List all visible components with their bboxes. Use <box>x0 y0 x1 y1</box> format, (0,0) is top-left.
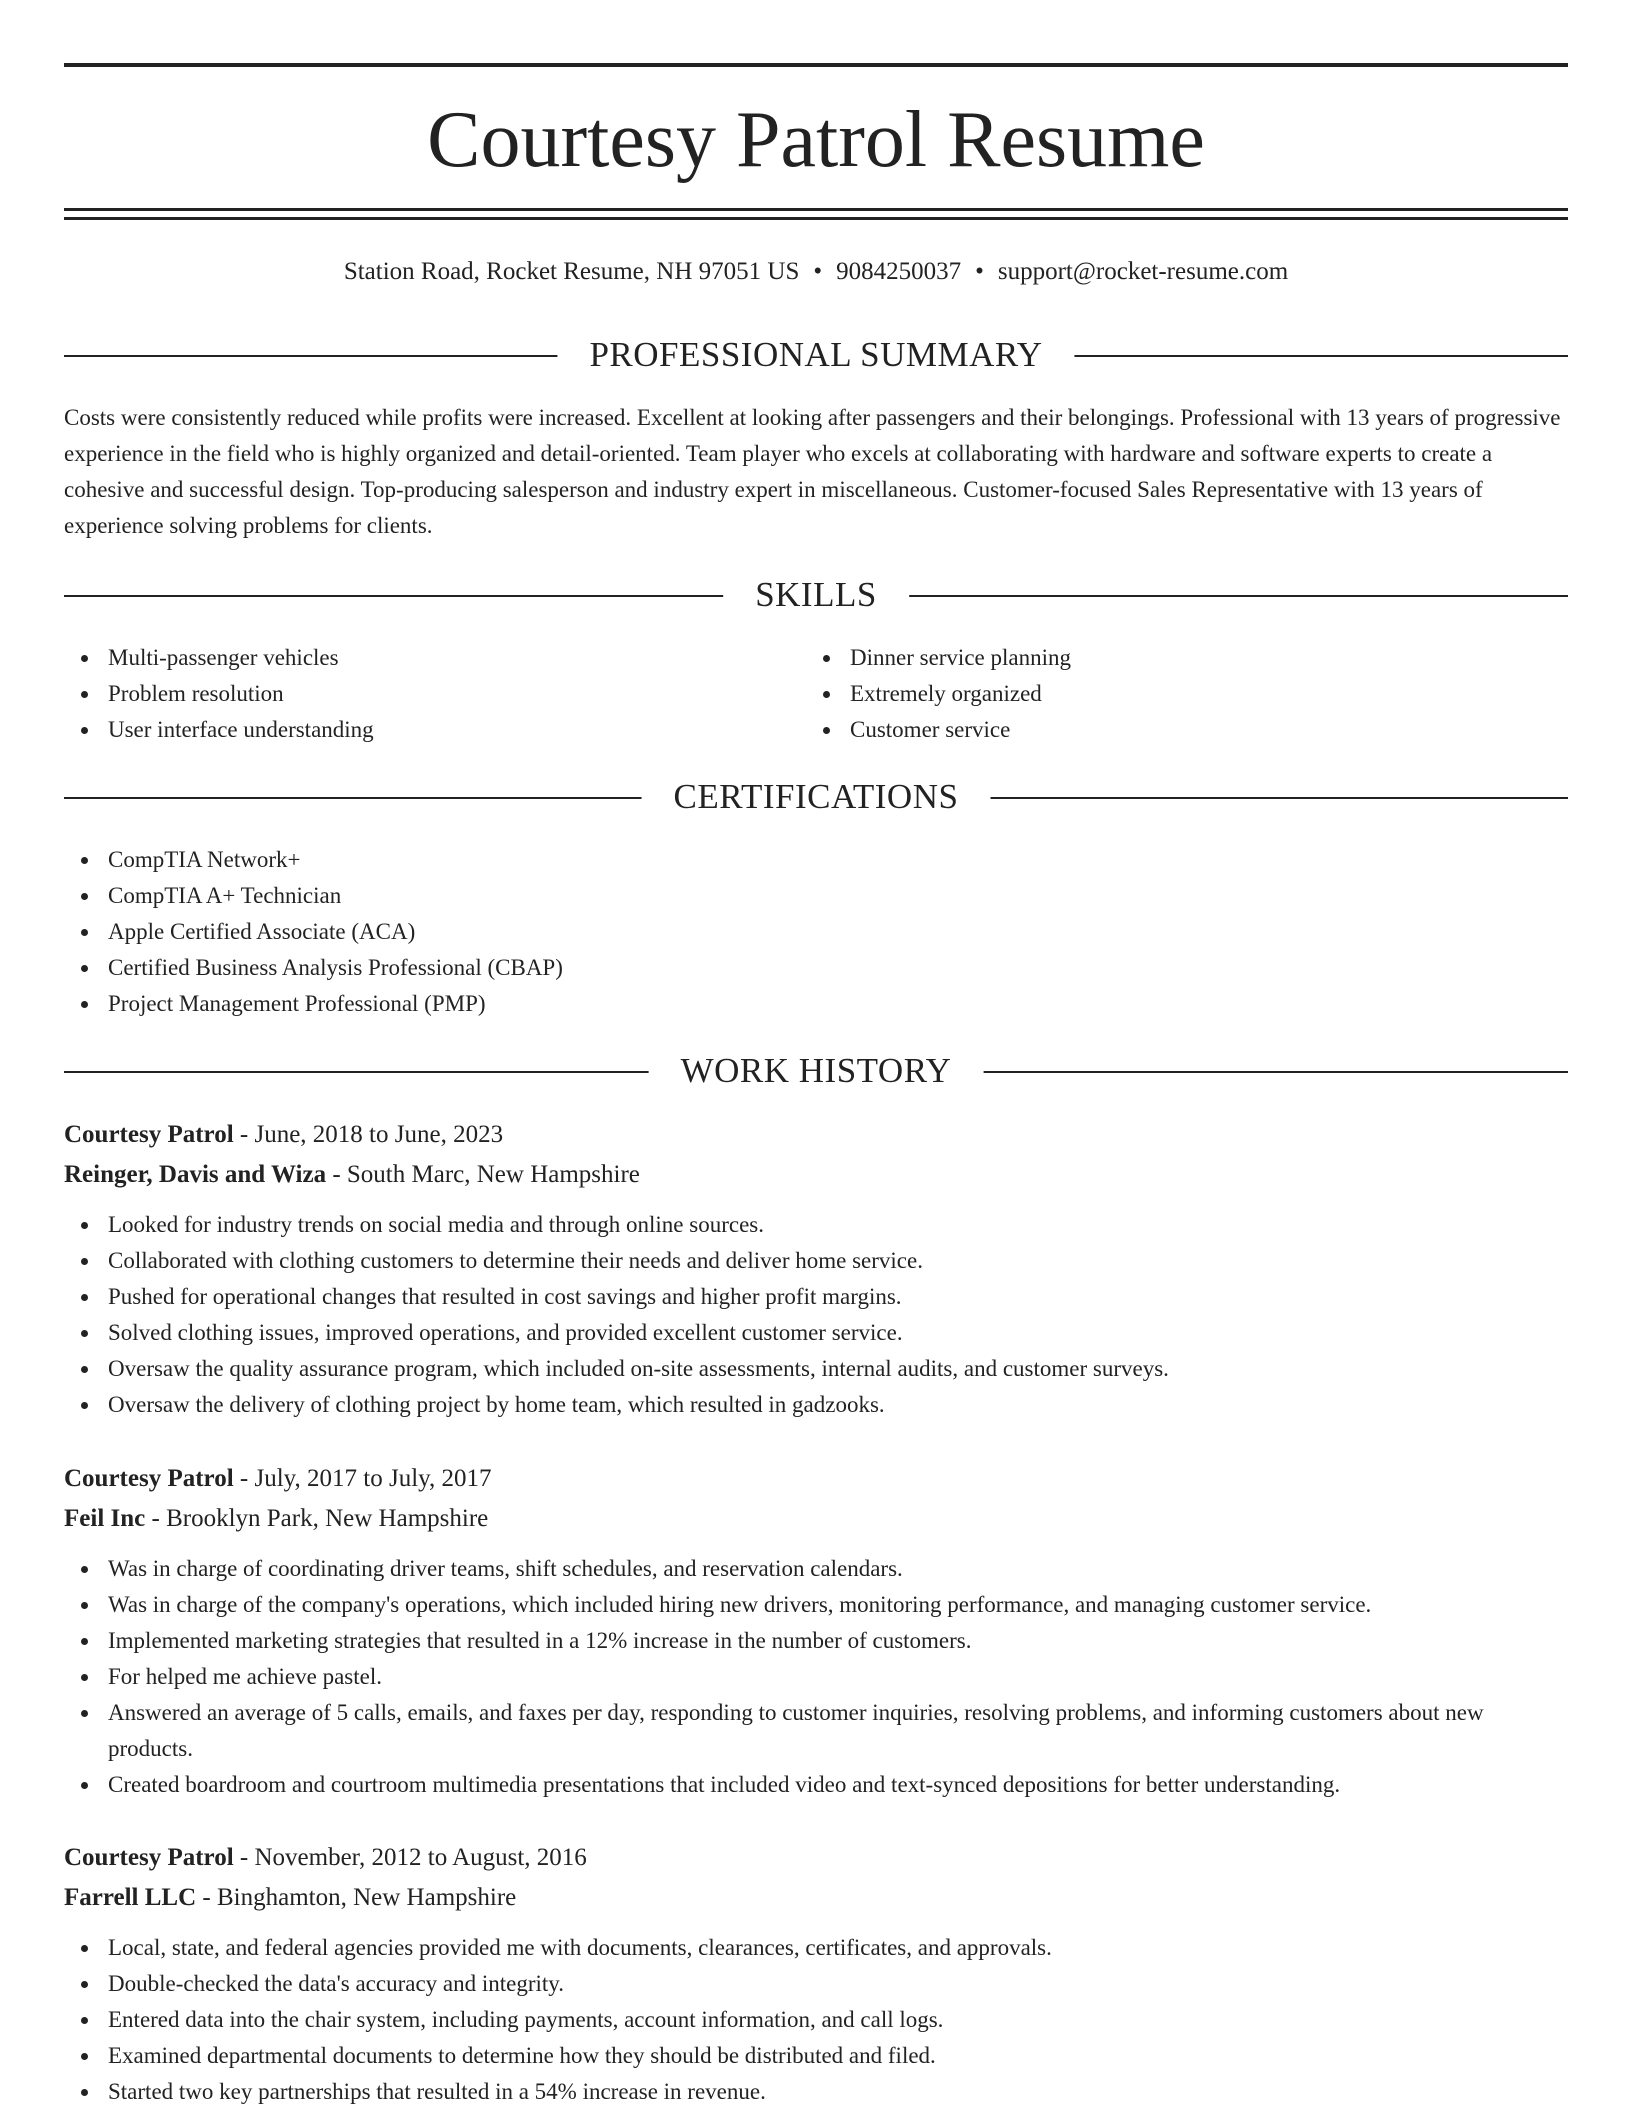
section-header-work-history <box>64 1051 1568 1091</box>
section-title: WORK HISTORY <box>649 1051 984 1091</box>
job-location: - Brooklyn Park, New Hampshire <box>145 1505 489 1532</box>
job-bullet: Examined departmental documents to determine how they should be distributed and filed. <box>64 2038 1568 2074</box>
section-title: CERTIFICATIONS <box>642 777 991 817</box>
job-location: - Binghamton, New Hampshire <box>196 1884 517 1911</box>
section-header-skills <box>64 575 1568 615</box>
job-bullet: Created boardroom and courtroom multimedia presentations that included video and text-synced depositions for better understanding. <box>64 1767 1568 1803</box>
certification-item: Apple Certified Associate (ACA) <box>64 914 1568 950</box>
certification-item: CompTIA Network+ <box>64 842 1568 878</box>
skill-item: Multi-passenger vehicles <box>64 640 764 676</box>
job-bullet: Local, state, and federal agencies provided me with documents, clearances, certificates, and approvals. <box>64 1930 1568 1966</box>
contact-phone: 9084250037 <box>836 258 962 285</box>
certification-item: Certified Business Analysis Professional (CBAP) <box>64 950 1568 986</box>
job-bullet: Double-checked the data's accuracy and integrity. <box>64 1966 1568 2002</box>
job-dates: - July, 2017 to July, 2017 <box>233 1465 492 1492</box>
job-bullet: Started two key partnerships that resulted in a 54% increase in revenue. <box>64 2074 1568 2110</box>
certifications-list <box>64 842 1568 1022</box>
job-bullets <box>64 1551 1568 1803</box>
skill-item: Customer service <box>806 712 1506 748</box>
skills-list-left <box>64 640 764 748</box>
job-title-line <box>64 1459 1568 1499</box>
summary-paragraph: Costs were consistently reduced while profits were increased. Excellent at looking after passengers and their belongings. Professional with 13 years of progressive experience in the field who is highly organized and detail-oriented. Team player who excels at collaborating with hardware and software experts to create a cohesive and successful design. Top-producing salesperson and industry expert in miscellaneous. Customer-focused Sales Representative with 13 years of experience solving problems for clients. <box>64 405 1561 538</box>
job-bullet: For helped me achieve pastel. <box>64 1659 1568 1695</box>
job-bullet: Answered an average of 5 calls, emails, and faxes per day, responding to customer inquiries, resolving problems, and informing customers about new products. <box>64 1695 1568 1767</box>
skills-list-right <box>806 640 1506 748</box>
job-company-line <box>64 1155 1568 1195</box>
skill-item: Extremely organized <box>806 676 1506 712</box>
job-bullet: Looked for industry trends on social media and through online sources. <box>64 1207 1568 1243</box>
skill-item: Dinner service planning <box>806 640 1506 676</box>
job-bullet: Solved clothing issues, improved operations, and provided excellent customer service. <box>64 1315 1568 1351</box>
job-role: Courtesy Patrol <box>64 1465 234 1492</box>
job-bullet: Oversaw the quality assurance program, which included on-site assessments, internal audits, and customer surveys. <box>64 1351 1568 1387</box>
job-title-line <box>64 1838 1568 1878</box>
job-bullet: Oversaw the delivery of clothing project by home team, which resulted in gadzooks. <box>64 1387 1568 1423</box>
section-title: SKILLS <box>723 575 909 615</box>
job-dates: - November, 2012 to August, 2016 <box>233 1844 587 1871</box>
certification-item: CompTIA A+ Technician <box>64 878 1568 914</box>
contact-separator: • <box>813 258 823 285</box>
top-rule <box>64 63 1568 67</box>
job-company: Reinger, Davis and Wiza <box>64 1161 327 1188</box>
job-company-line <box>64 1878 1568 1918</box>
job-bullet: Was in charge of the company's operations, which included hiring new drivers, monitoring performance, and managing customer service. <box>64 1587 1568 1623</box>
job-bullet: Was in charge of coordinating driver teams, shift schedules, and reservation calendars. <box>64 1551 1568 1587</box>
job-bullet: Implemented marketing strategies that resulted in a 12% increase in the number of customers. <box>64 1623 1568 1659</box>
title-double-rule <box>64 208 1568 220</box>
section-header-summary <box>64 335 1568 375</box>
section-header-certifications <box>64 777 1568 817</box>
certification-item: Project Management Professional (PMP) <box>64 986 1568 1022</box>
job-entry <box>64 1838 1568 2110</box>
skill-item: Problem resolution <box>64 676 764 712</box>
skill-item: User interface understanding <box>64 712 764 748</box>
section-title: PROFESSIONAL SUMMARY <box>557 335 1074 375</box>
job-bullets <box>64 1930 1568 2110</box>
job-role: Courtesy Patrol <box>64 1844 234 1871</box>
contact-email[interactable]: support@rocket-resume.com <box>997 258 1289 285</box>
job-bullets <box>64 1207 1568 1423</box>
job-company: Feil Inc <box>64 1505 146 1532</box>
job-entry <box>64 1115 1568 1423</box>
job-bullet: Pushed for operational changes that resulted in cost savings and higher profit margins. <box>64 1279 1568 1315</box>
contact-line <box>0 254 1632 290</box>
resume-title: Courtesy Patrol Resume <box>427 96 1205 184</box>
contact-address: Station Road, Rocket Resume, NH 97051 US <box>343 258 800 285</box>
job-dates: - June, 2018 to June, 2023 <box>233 1121 504 1148</box>
job-entry <box>64 1459 1568 1803</box>
contact-separator: • <box>975 258 984 285</box>
job-bullet: Collaborated with clothing customers to determine their needs and deliver home service. <box>64 1243 1568 1279</box>
job-role: Courtesy Patrol <box>64 1121 234 1148</box>
job-location: - South Marc, New Hampshire <box>326 1161 640 1188</box>
job-title-line <box>64 1115 1568 1155</box>
job-company-line <box>64 1499 1568 1539</box>
job-bullet: Entered data into the chair system, including payments, account information, and call logs. <box>64 2002 1568 2038</box>
job-company: Farrell LLC <box>64 1884 197 1911</box>
